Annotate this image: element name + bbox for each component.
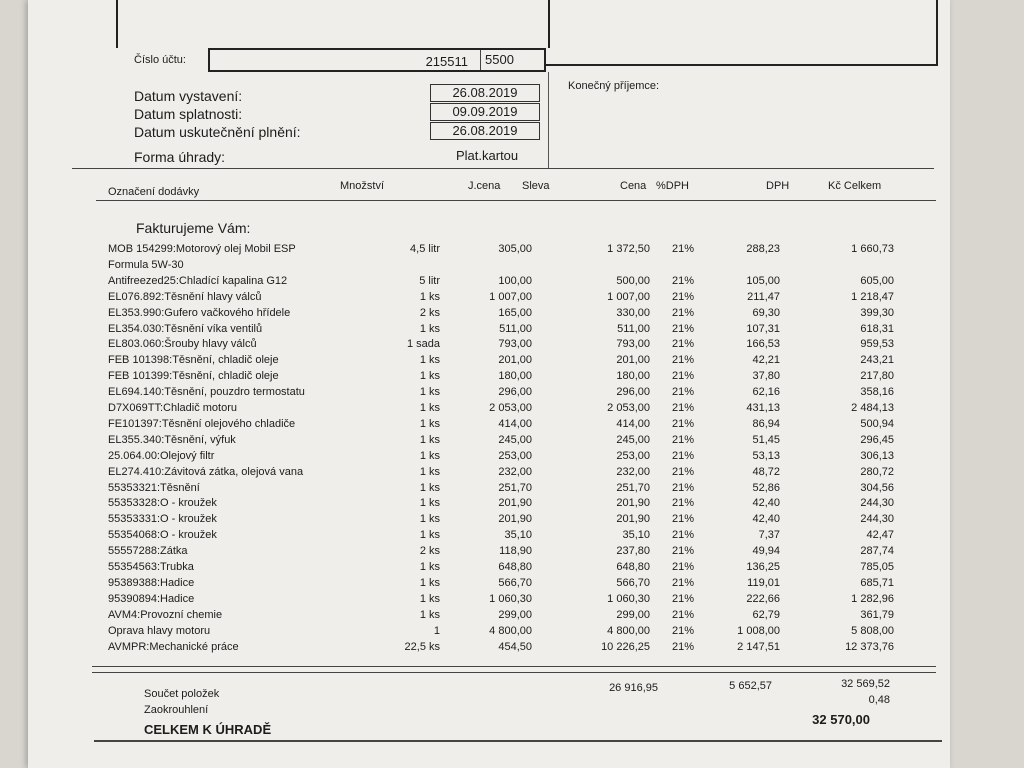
- item-vat-pct: 21%: [672, 370, 695, 383]
- item-price: 793,00: [616, 338, 650, 351]
- item-unit-price: 296,00: [498, 386, 532, 399]
- rounding-value: 0,48: [868, 694, 890, 706]
- item-price: 414,00: [616, 417, 650, 430]
- item-unit-price: 414,00: [498, 417, 532, 430]
- item-name: 55354563:Trubka: [108, 561, 194, 573]
- item-vat: 136,25: [746, 561, 780, 573]
- item-total: 1 218,47: [851, 290, 894, 303]
- col-total: Kč Celkem: [828, 180, 882, 192]
- item-vat-pct: 21%: [672, 322, 695, 335]
- item-qty: 1 ks: [419, 481, 440, 494]
- item-vat: 42,40: [752, 497, 780, 510]
- col-qty: Množství: [340, 180, 385, 192]
- item-unit-price: 165,00: [498, 306, 532, 319]
- payment-value: Plat.kartou: [456, 148, 519, 163]
- account-label: Číslo účtu:: [134, 54, 186, 66]
- item-qty: 1 ks: [419, 465, 440, 478]
- item-name: MOB 154299:Motorový olej Mobil ESP: [108, 243, 296, 255]
- item-vat: 62,79: [752, 608, 780, 621]
- item-vat: 37,80: [752, 370, 780, 383]
- item-qty: 1 ks: [419, 576, 440, 589]
- item-vat: 2 147,51: [737, 640, 780, 653]
- item-unit-price: 201,00: [498, 354, 532, 367]
- item-unit-price: 180,00: [498, 370, 532, 383]
- item-total: 358,16: [860, 386, 894, 399]
- item-qty: 1 ks: [419, 561, 440, 573]
- item-qty: 22,5 ks: [404, 640, 440, 653]
- item-vat: 49,94: [752, 545, 780, 558]
- item-qty: 4,5 litr: [410, 243, 440, 255]
- recipient-divider: [548, 72, 549, 168]
- item-price: 330,00: [616, 306, 650, 319]
- item-qty: 1 ks: [419, 449, 440, 462]
- sum-divider-top: [92, 666, 936, 667]
- item-vat-pct: 21%: [672, 592, 695, 605]
- item-vat: 7,37: [758, 529, 780, 542]
- item-total: 500,94: [860, 417, 894, 430]
- item-unit-price: 305,00: [498, 243, 532, 255]
- item-price: 253,00: [616, 449, 650, 462]
- sum-vat: 5 652,57: [729, 680, 772, 692]
- sum-divider-bottom: [92, 672, 936, 673]
- item-total: 361,79: [860, 608, 894, 621]
- item-vat: 431,13: [746, 402, 780, 414]
- item-vat-pct: 21%: [672, 576, 695, 589]
- intro-text: Fakturujeme Vám:: [136, 220, 251, 236]
- item-qty: 1 ks: [419, 370, 440, 383]
- item-total: 2 484,13: [851, 402, 894, 414]
- item-qty: 1 ks: [419, 513, 440, 526]
- item-name: FEB 101399:Těsnění, chladič oleje: [108, 370, 279, 383]
- item-total: 959,53: [860, 338, 894, 351]
- item-unit-price: 251,70: [498, 481, 532, 494]
- item-vat-pct: 21%: [672, 608, 695, 621]
- item-qty: 1 ks: [419, 322, 440, 335]
- item-name: Formula 5W-30: [108, 258, 184, 271]
- item-vat-pct: 21%: [672, 386, 695, 399]
- header-divider: [96, 200, 936, 201]
- item-vat-pct: 21%: [672, 274, 695, 287]
- item-total: 243,21: [860, 354, 894, 367]
- item-price: 648,80: [616, 561, 650, 573]
- item-vat: 105,00: [746, 274, 780, 287]
- item-vat-pct: 21%: [672, 481, 695, 494]
- item-total: 1 660,73: [851, 243, 894, 255]
- grand-total-label: CELKEM K ÚHRADĚ: [144, 722, 272, 737]
- supply-date-value: 26.08.2019: [430, 122, 540, 140]
- item-name: 55354068:O - kroužek: [108, 529, 217, 542]
- item-unit-price: 201,90: [498, 513, 532, 526]
- item-name: 95390894:Hadice: [108, 592, 195, 605]
- header-box: [116, 0, 550, 48]
- item-vat-pct: 21%: [672, 640, 695, 653]
- bank-code: 5500: [480, 50, 514, 70]
- item-name: Oprava hlavy motoru: [108, 624, 211, 637]
- item-price: 1 007,00: [607, 290, 650, 303]
- grand-total-value: 32 570,00: [812, 712, 870, 727]
- item-name: FE101397:Těsnění olejového chladiče: [108, 417, 296, 430]
- item-price: 296,00: [616, 386, 650, 399]
- item-name: 55353331:O - kroužek: [108, 513, 217, 526]
- item-unit-price: 253,00: [498, 449, 532, 462]
- item-unit-price: 566,70: [498, 576, 532, 589]
- bottom-divider: [94, 740, 942, 742]
- item-vat: 53,13: [752, 449, 780, 462]
- col-discount: Sleva: [522, 180, 550, 192]
- item-qty: 2 ks: [419, 306, 440, 319]
- item-qty: 1 ks: [419, 592, 440, 605]
- item-qty: 1 ks: [419, 433, 440, 446]
- item-name: D7X069TT:Chladič motoru: [108, 402, 238, 414]
- col-vat: DPH: [766, 180, 790, 192]
- item-total: 287,74: [860, 545, 894, 558]
- item-name: Antifreezed25:Chladící kapalina G12: [108, 274, 288, 287]
- item-qty: 5 litr: [419, 274, 440, 287]
- item-total: 296,45: [860, 433, 894, 446]
- due-date-value: 09.09.2019: [430, 103, 540, 121]
- sum-price: 26 916,95: [609, 682, 658, 694]
- item-vat-pct: 21%: [672, 624, 695, 637]
- item-total: 42,47: [866, 529, 894, 542]
- item-name: EL076.892:Těsnění hlavy válců: [108, 290, 262, 303]
- item-qty: 1 ks: [419, 608, 440, 621]
- item-vat: 42,21: [752, 354, 780, 367]
- item-name: AVMPR:Mechanické práce: [108, 640, 239, 653]
- item-qty: 1 ks: [419, 402, 440, 414]
- item-name: EL694.140:Těsnění, pouzdro termostatu: [108, 386, 305, 399]
- item-vat-pct: 21%: [672, 513, 695, 526]
- supplier-box: [546, 0, 938, 66]
- item-vat-pct: 21%: [672, 290, 695, 303]
- col-unit-price: J.cena: [468, 180, 501, 192]
- item-total: 12 373,76: [845, 640, 894, 653]
- item-vat: 222,66: [746, 592, 780, 605]
- item-vat-pct: 21%: [672, 306, 695, 319]
- recipient-label: Konečný příjemce:: [568, 80, 660, 92]
- item-qty: 1 ks: [419, 354, 440, 367]
- item-price: 180,00: [616, 370, 650, 383]
- item-price: 35,10: [622, 529, 650, 542]
- item-name: EL803.060:Šrouby hlavy válců: [108, 338, 257, 351]
- item-price: 251,70: [616, 481, 650, 494]
- item-name: EL355.340:Těsnění, výfuk: [108, 433, 236, 446]
- item-total: 785,05: [860, 561, 894, 573]
- item-vat-pct: 21%: [672, 561, 695, 573]
- item-price: 2 053,00: [607, 402, 650, 414]
- item-vat: 52,86: [752, 481, 780, 494]
- item-total: 1 282,96: [851, 592, 894, 605]
- item-qty: 1 ks: [419, 417, 440, 430]
- item-unit-price: 100,00: [498, 274, 532, 287]
- item-total: 244,30: [860, 513, 894, 526]
- item-vat: 48,72: [752, 465, 780, 478]
- item-vat: 51,45: [752, 433, 780, 446]
- col-vat-pct: %DPH: [656, 180, 690, 192]
- item-price: 4 800,00: [607, 624, 650, 637]
- item-name: EL274.410:Závitová zátka, olejová vana: [108, 465, 304, 478]
- item-name: EL354.030:Těsnění víka ventilů: [108, 322, 263, 335]
- item-name: FEB 101398:Těsnění, chladič oleje: [108, 354, 279, 367]
- item-qty: 1 ks: [419, 497, 440, 510]
- item-vat: 1 008,00: [737, 624, 780, 637]
- item-vat-pct: 21%: [672, 417, 695, 430]
- item-total: 618,31: [860, 322, 894, 335]
- item-name: 25.064.00:Olejový filtr: [108, 449, 215, 462]
- item-unit-price: 648,80: [498, 561, 532, 573]
- due-date-label: Datum splatnosti:: [134, 106, 243, 122]
- item-unit-price: 454,50: [498, 640, 532, 653]
- item-vat: 42,40: [752, 513, 780, 526]
- rounding-label: Zaokrouhlení: [144, 704, 209, 716]
- item-name: 55353321:Těsnění: [108, 481, 200, 494]
- item-total: 304,56: [860, 481, 894, 494]
- item-price: 10 226,25: [601, 640, 650, 653]
- item-unit-price: 245,00: [498, 433, 532, 446]
- item-price: 1 060,30: [607, 592, 650, 605]
- item-total: 244,30: [860, 497, 894, 510]
- item-unit-price: 793,00: [498, 338, 532, 351]
- item-qty: 1 sada: [406, 338, 440, 351]
- item-vat-pct: 21%: [672, 354, 695, 367]
- item-name: 95389388:Hadice: [108, 576, 195, 589]
- item-name: 55557288:Zátka: [108, 545, 188, 558]
- item-price: 232,00: [616, 465, 650, 478]
- item-qty: 1 ks: [419, 290, 440, 303]
- item-vat-pct: 21%: [672, 243, 695, 255]
- item-total: 605,00: [860, 274, 894, 287]
- item-name: 55353328:O - kroužek: [108, 497, 217, 510]
- account-number: 215511: [425, 54, 468, 69]
- issue-date-label: Datum vystavení:: [134, 88, 243, 104]
- item-name: EL353.990:Gufero vačkového hřídele: [108, 306, 291, 319]
- item-unit-price: 511,00: [499, 322, 532, 335]
- item-total: 685,71: [860, 576, 894, 589]
- item-price: 299,00: [616, 608, 650, 621]
- item-vat-pct: 21%: [672, 402, 695, 414]
- item-vat: 69,30: [752, 306, 780, 319]
- item-price: 511,00: [617, 322, 650, 335]
- sum-total: 32 569,52: [841, 678, 890, 690]
- item-unit-price: 2 053,00: [489, 402, 532, 414]
- item-price: 500,00: [616, 274, 650, 287]
- invoice-page: [28, 0, 950, 768]
- item-total: 217,80: [860, 370, 894, 383]
- item-vat-pct: 21%: [672, 433, 695, 446]
- item-vat-pct: 21%: [672, 529, 695, 542]
- item-qty: 2 ks: [419, 545, 440, 558]
- section-divider: [72, 168, 934, 169]
- item-vat-pct: 21%: [672, 338, 695, 351]
- item-vat-pct: 21%: [672, 449, 695, 462]
- item-price: 566,70: [616, 576, 650, 589]
- sum-label: Součet položek: [144, 688, 220, 700]
- item-qty: 1 ks: [419, 386, 440, 399]
- item-unit-price: 35,10: [504, 529, 532, 542]
- item-price: 201,00: [616, 354, 650, 367]
- item-unit-price: 201,90: [498, 497, 532, 510]
- item-total: 399,30: [860, 306, 894, 319]
- item-unit-price: 4 800,00: [489, 624, 532, 637]
- item-unit-price: 118,90: [499, 545, 532, 558]
- item-vat: 288,23: [746, 243, 780, 255]
- item-vat: 211,47: [747, 290, 780, 303]
- item-price: 201,90: [616, 513, 650, 526]
- item-total: 280,72: [860, 465, 894, 478]
- item-qty: 1: [433, 624, 440, 637]
- item-vat: 166,53: [746, 338, 780, 351]
- item-qty: 1 ks: [419, 529, 440, 542]
- item-price: 237,80: [616, 545, 650, 558]
- item-unit-price: 1 060,30: [489, 592, 532, 605]
- item-vat-pct: 21%: [672, 465, 695, 478]
- item-total: 306,13: [860, 449, 894, 462]
- item-vat: 62,16: [752, 386, 780, 399]
- item-vat: 86,94: [752, 417, 780, 430]
- item-vat-pct: 21%: [672, 497, 695, 510]
- supply-date-label: Datum uskutečnění plnění:: [134, 124, 301, 140]
- item-vat-pct: 21%: [672, 545, 695, 558]
- account-box: [208, 48, 546, 72]
- col-item: Označení dodávky: [108, 186, 200, 198]
- item-price: 1 372,50: [607, 243, 650, 255]
- item-vat: 107,31: [746, 322, 780, 335]
- item-name: AVM4:Provozní chemie: [108, 608, 223, 621]
- item-price: 201,90: [616, 497, 650, 510]
- col-price: Cena: [620, 180, 647, 192]
- item-price: 245,00: [616, 433, 650, 446]
- payment-label: Forma úhrady:: [134, 149, 226, 165]
- item-vat: 119,01: [747, 576, 780, 589]
- item-total: 5 808,00: [851, 624, 894, 637]
- item-unit-price: 232,00: [498, 465, 532, 478]
- item-unit-price: 299,00: [498, 608, 532, 621]
- item-unit-price: 1 007,00: [489, 290, 532, 303]
- issue-date-value: 26.08.2019: [430, 84, 540, 102]
